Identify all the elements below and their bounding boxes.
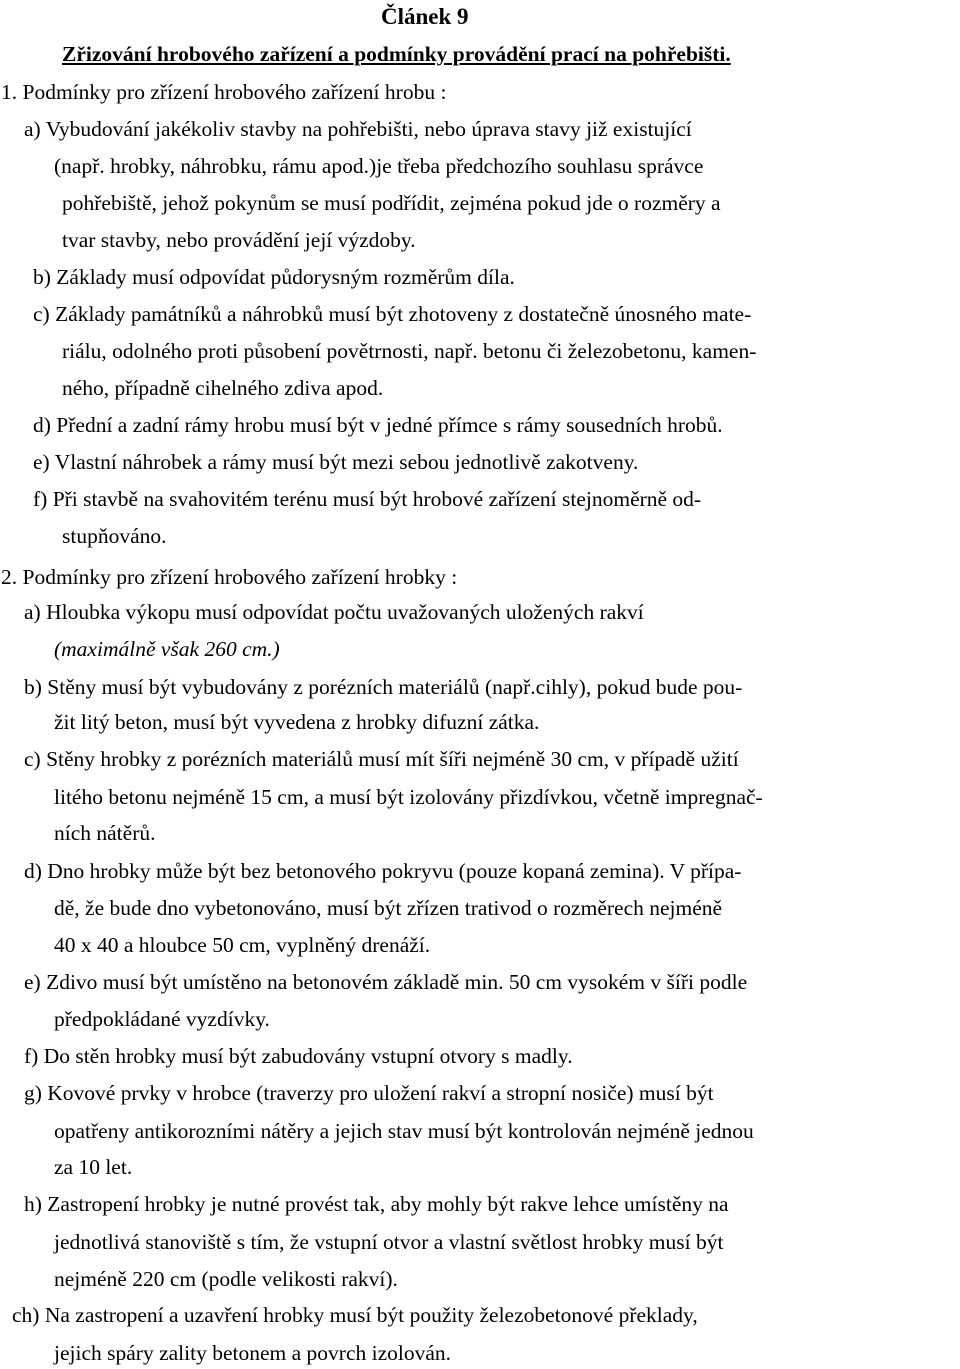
article-subtitle: Zřizování hrobového zařízení a podmínky provádění prací na pohřebišti. bbox=[62, 42, 731, 66]
text-line: c) Stěny hrobky z porézních materiálů musí mít šíři nejméně 30 cm, v případě užití bbox=[24, 747, 739, 771]
section-1-heading: 1. Podmínky pro zřízení hrobového zařízení hrobu : bbox=[1, 80, 447, 104]
text-line: b) Stěny musí být vybudovány z porézních materiálů (např.cihly), pokud bude pou- bbox=[24, 675, 743, 699]
text-line: (např. hrobky, náhrobku, rámu apod.)je třeba předchozího souhlasu správce bbox=[54, 154, 704, 178]
text-line: a) Vybudování jakékoliv stavby na pohřebišti, nebo úprava stavy již existující bbox=[24, 117, 692, 141]
text-line: e) Zdivo musí být umístěno na betonovém základě min. 50 cm vysokém v šíři podle bbox=[24, 970, 748, 994]
text-line: ních nátěrů. bbox=[54, 821, 156, 845]
text-line: stupňováno. bbox=[62, 524, 167, 548]
text-line: ného, případně cihelného zdiva apod. bbox=[62, 376, 384, 400]
text-line: f) Do stěn hrobky musí být zabudovány vstupní otvory s madly. bbox=[24, 1044, 573, 1068]
text-line: jejich spáry zality betonem a povrch izolován. bbox=[54, 1341, 452, 1365]
text-line: 40 x 40 a hloubce 50 cm, vyplněný drenáží. bbox=[54, 933, 431, 957]
text-line: d) Přední a zadní rámy hrobu musí být v jedné přímce s rámy sousedních hrobů. bbox=[33, 413, 723, 437]
text-line: pohřebiště, jehož pokynům se musí podřídit, zejména pokud jde o rozměry a bbox=[62, 191, 721, 215]
section-2-heading: 2. Podmínky pro zřízení hrobového zařízení hrobky : bbox=[1, 565, 458, 589]
text-line: g) Kovové prvky v hrobce (traverzy pro uložení rakví a stropní nosiče) musí být bbox=[24, 1081, 714, 1105]
text-line: h) Zastropení hrobky je nutné provést tak, aby mohly být rakve lehce umístěny na bbox=[24, 1192, 729, 1216]
text-line: litého betonu nejméně 15 cm, a musí být izolovány přizdívkou, včetně impregnač- bbox=[54, 785, 763, 809]
text-line: b) Základy musí odpovídat půdorysným rozměrům díla. bbox=[33, 265, 515, 289]
text-line: žit litý beton, musí být vyvedena z hrobky difuzní zátka. bbox=[54, 710, 540, 734]
text-line: ch) Na zastropení a uzavření hrobky musí být použity železobetonové překlady, bbox=[12, 1303, 698, 1327]
text-line: c) Základy památníků a náhrobků musí být zhotoveny z dostatečně únosného mate- bbox=[33, 302, 752, 326]
text-line: nejméně 220 cm (podle velikosti rakví). bbox=[54, 1267, 398, 1291]
text-line: jednotlivá stanoviště s tím, že vstupní otvor a vlastní světlost hrobky musí být bbox=[54, 1230, 724, 1254]
text-line: riálu, odolného proti působení povětrnosti, např. betonu či železobetonu, kamen- bbox=[62, 339, 757, 363]
article-title: Článek 9 bbox=[381, 4, 469, 29]
text-line: a) Hloubka výkopu musí odpovídat počtu uvažovaných uložených rakví bbox=[24, 600, 644, 624]
text-line: předpokládané vyzdívky. bbox=[54, 1007, 270, 1031]
text-line: e) Vlastní náhrobek a rámy musí být mezi sebou jednotlivě zakotveny. bbox=[33, 450, 639, 474]
text-line: (maximálně však 260 cm.) bbox=[54, 637, 280, 661]
text-line: d) Dno hrobky může být bez betonového pokryvu (pouze kopaná zemina). V přípa- bbox=[24, 859, 742, 883]
text-line: tvar stavby, nebo provádění její výzdoby. bbox=[62, 228, 416, 252]
text-line: f) Při stavbě na svahovitém terénu musí být hrobové zařízení stejnoměrně od- bbox=[33, 487, 702, 511]
text-line: za 10 let. bbox=[54, 1155, 133, 1179]
text-line: opatřeny antikorozními nátěry a jejich stav musí být kontrolován nejméně jednou bbox=[54, 1119, 754, 1143]
text-line: dě, že bude dno vybetonováno, musí být zřízen trativod o rozměrech nejméně bbox=[54, 896, 723, 920]
